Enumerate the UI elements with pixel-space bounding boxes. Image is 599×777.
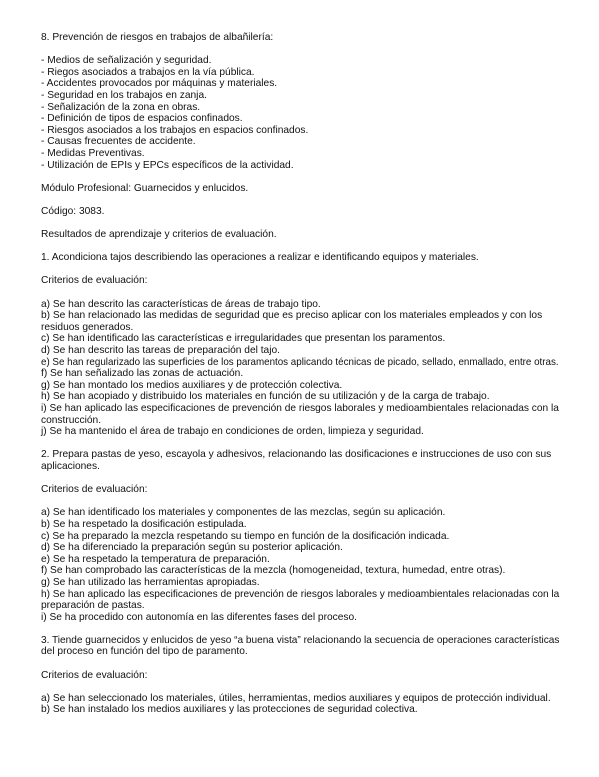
criterion: d) Se ha diferenciado la preparación según su posterior aplicación. xyxy=(41,542,343,554)
list-item: - Medidas Preventivas. xyxy=(41,147,145,159)
criterion: g) Se han utilizado las herramientas apropiadas. xyxy=(41,576,260,588)
list-item: - Seguridad en los trabajos en zanja. xyxy=(41,89,207,101)
criterion: i) Se han aplicado las especificaciones de prevención de riesgos laborales y medioambientales relacionadas con la xyxy=(41,403,559,414)
list-item: - Medios de señalización y seguridad. xyxy=(41,55,212,67)
learning-outcome-3-continuation: del proceso en función del tipo de paramento. xyxy=(41,646,248,658)
document-page xyxy=(41,32,560,716)
criteria-label: Criterios de evaluación: xyxy=(41,484,148,496)
learning-outcome-3: 3. Tiende guarnecidos y enlucidos de yeso “a buena vista” relacionando la secuencia de operaciones características xyxy=(41,634,560,646)
criterion: i) Se ha procedido con autonomía en las diferentes fases del proceso. xyxy=(41,611,358,623)
module-code: Código: 3083. xyxy=(41,205,105,217)
criteria-label: Criterios de evaluación: xyxy=(41,275,148,287)
criterion: b) Se han instalado los medios auxiliares y las protecciones de seguridad colectiva. xyxy=(41,704,418,716)
list-item: - Riesgos asociados a los trabajos en espacios confinados. xyxy=(41,124,309,136)
results-heading: Resultados de aprendizaje y criterios de evaluación. xyxy=(41,229,277,241)
criterion: e) Se ha respetado la temperatura de preparación. xyxy=(41,553,270,565)
criterion: b) Se ha respetado la dosificación estipulada. xyxy=(41,518,247,530)
criterion: g) Se han montado los medios auxiliares y de protección colectiva. xyxy=(41,379,343,391)
learning-outcome-2: 2. Prepara pastas de yeso, escayola y adhesivos, relacionando las dosificaciones e instrucciones de uso con sus xyxy=(41,449,552,461)
criterion: c) Se han identificado las características e irregularidades que presentan los paramentos. xyxy=(41,333,446,345)
list-item: - Definición de tipos de espacios confinados. xyxy=(41,113,243,125)
list-item: - Riegos asociados a trabajos en la vía pública. xyxy=(41,66,255,78)
criterion: a) Se han descrito las características de áreas de trabajo tipo. xyxy=(41,298,321,310)
list-item: - Accidentes provocados por máquinas y materiales. xyxy=(41,78,278,90)
criterion: f) Se han comprobado las características de la mezcla (homogeneidad, textura, humedad, entre otras). xyxy=(41,565,506,577)
criteria-label: Criterios de evaluación: xyxy=(41,669,148,681)
criterion: f) Se han señalizado las zonas de actuación. xyxy=(41,368,244,380)
list-item: - Utilización de EPIs y EPCs específicos de la actividad. xyxy=(41,159,294,171)
criterion-continuation: residuos generados. xyxy=(41,321,134,333)
criterion: d) Se han descrito las tareas de preparación del tajo. xyxy=(41,345,280,357)
list-item: - Causas frecuentes de accidente. xyxy=(41,136,196,148)
criterion: e) Se han regularizado las superficies de los paramentos aplicando técnicas de picado, sellado, enmallado, entre otras. xyxy=(41,356,559,368)
module-title: Módulo Profesional: Guarnecidos y enlucidos. xyxy=(41,182,249,194)
criterion-continuation: construcción. xyxy=(41,414,102,426)
section-heading: 8. Prevención de riesgos en trabajos de albañilería: xyxy=(41,32,274,43)
criterion: h) Se han acopiado y distribuido los materiales en función de su utilización y de la carga de trabajo. xyxy=(41,391,490,403)
criterion: a) Se han identificado los materiales y componentes de las mezclas, según su aplicación. xyxy=(41,507,446,519)
criterion: b) Se han relacionado las medidas de seguridad que es preciso aplicar con los materiales empleados y con los xyxy=(41,310,543,322)
criterion: j) Se ha mantenido el área de trabajo en condiciones de orden, limpieza y seguridad. xyxy=(41,426,424,438)
criterion: c) Se ha preparado la mezcla respetando su tiempo en función de la dosificación indicada. xyxy=(41,530,450,542)
learning-outcome-2-continuation: aplicaciones. xyxy=(41,460,100,472)
learning-outcome-1: 1. Acondiciona tajos describiendo las operaciones a realizar e identificando equipos y materiales. xyxy=(41,252,479,264)
list-item: - Señalización de la zona en obras. xyxy=(41,101,201,113)
criterion: a) Se han seleccionado los materiales, útiles, herramientas, medios auxiliares y equipos de protección individual. xyxy=(41,692,551,704)
criterion: h) Se han aplicado las especificaciones de prevención de riesgos laborales y medioambientales relacionadas con la xyxy=(41,588,560,600)
criterion-continuation: preparación de pastas. xyxy=(41,600,145,612)
